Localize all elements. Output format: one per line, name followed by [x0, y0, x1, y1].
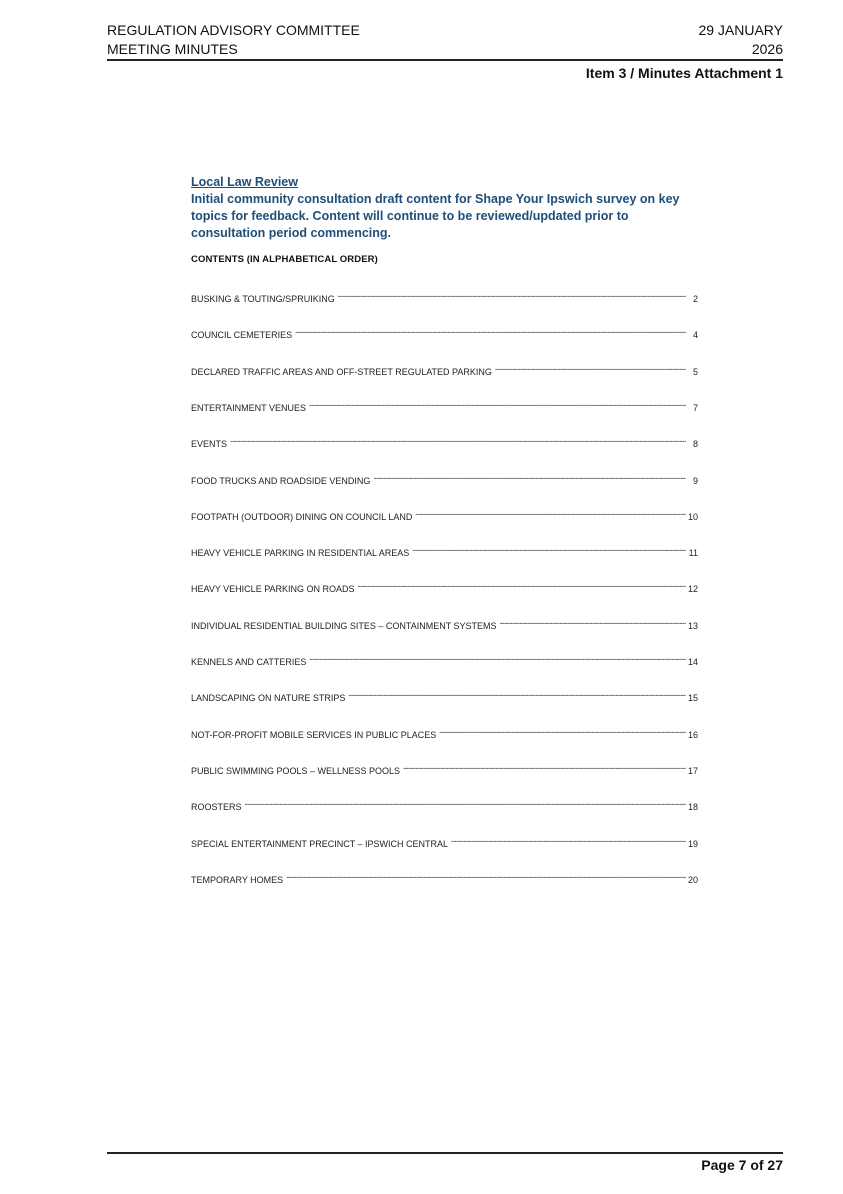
toc-entry[interactable]: [191, 655, 698, 669]
committee-name: REGULATION ADVISORY COMMITTEE: [107, 22, 360, 38]
toc-dot-leader: [500, 619, 686, 629]
toc-entry[interactable]: [191, 691, 698, 705]
committee-header: [107, 21, 360, 59]
toc-dot-leader: [245, 800, 686, 810]
toc-entry-label: PUBLIC SWIMMING POOLS – WELLNESS POOLS: [191, 765, 401, 776]
header-divider: [107, 59, 783, 61]
contents-heading: CONTENTS (IN ALPHABETICAL ORDER): [191, 254, 378, 265]
toc-entry[interactable]: [191, 437, 698, 451]
toc-entry-page: 11: [688, 548, 698, 559]
toc-dot-leader: [451, 837, 686, 847]
meeting-date-day-month: 29 JANUARY: [698, 22, 783, 38]
toc-entry[interactable]: [191, 800, 698, 814]
toc-entry[interactable]: [191, 728, 698, 742]
toc-entry-page: 16: [687, 729, 698, 740]
toc-entry-page: 2: [692, 294, 698, 304]
toc-dot-leader: [348, 691, 686, 701]
toc-entry-page: 10: [687, 511, 698, 522]
toc-entry[interactable]: [191, 365, 698, 379]
toc-dot-leader: [309, 655, 686, 665]
toc-entry[interactable]: [191, 546, 698, 560]
toc-entry[interactable]: [191, 292, 698, 306]
toc-entry-label: ROOSTERS: [191, 802, 242, 813]
toc-dot-leader: [309, 401, 686, 411]
toc-entry-label: FOOTPATH (OUTDOOR) DINING ON COUNCIL LAND: [191, 511, 413, 522]
toc-entry[interactable]: [191, 764, 698, 778]
toc-entry[interactable]: [191, 619, 698, 633]
toc-entry-page: 4: [692, 330, 698, 341]
document-title: Local Law Review: [191, 175, 298, 189]
toc-entry-label: TEMPORARY HOMES: [191, 874, 284, 885]
toc-entry-page: 9: [692, 475, 698, 486]
toc-dot-leader: [286, 873, 686, 883]
attachment-label: Item 3 / Minutes Attachment 1: [585, 65, 783, 81]
toc-dot-leader: [358, 582, 686, 592]
toc-entry-label: LANDSCAPING ON NATURE STRIPS: [191, 693, 346, 704]
toc-entry[interactable]: [191, 873, 698, 887]
toc-entry-label: COUNCIL CEMETERIES: [191, 330, 293, 341]
toc-entry-page: 15: [687, 693, 698, 704]
toc-dot-leader: [338, 292, 686, 302]
toc-entry-page: 5: [692, 366, 698, 377]
toc-entry-label: NOT-FOR-PROFIT MOBILE SERVICES IN PUBLIC PLACES: [191, 729, 437, 740]
page-number: Page 7 of 27: [701, 1157, 783, 1173]
toc-entry-page: 20: [687, 874, 698, 885]
toc-entry-label: HEAVY VEHICLE PARKING ON ROADS: [191, 584, 355, 595]
toc-entry[interactable]: [191, 328, 698, 342]
toc-entry-label: DECLARED TRAFFIC AREAS AND OFF-STREET REGULATED PARKING: [191, 366, 492, 377]
toc-dot-leader: [403, 764, 686, 774]
meeting-date: [698, 21, 783, 59]
toc-entry-page: 19: [687, 838, 698, 849]
toc-entry-page: 7: [692, 402, 698, 413]
toc-entry-label: SPECIAL ENTERTAINMENT PRECINCT – IPSWICH CENTRAL: [191, 838, 449, 849]
toc-entry-page: 18: [687, 802, 698, 813]
toc-entry-label: INDIVIDUAL RESIDENTIAL BUILDING SITES – CONTAINMENT SYSTEMS: [191, 620, 497, 631]
toc-entry-label: ENTERTAINMENT VENUES: [191, 402, 307, 413]
toc-entry-label: HEAVY VEHICLE PARKING IN RESIDENTIAL AREAS: [191, 548, 410, 559]
meeting-date-year: 2026: [751, 41, 783, 57]
toc-dot-leader: [412, 546, 686, 556]
toc-dot-leader: [230, 437, 686, 447]
toc-dot-leader: [373, 474, 686, 484]
toc-entry-page: 14: [687, 657, 698, 667]
toc-dot-leader: [415, 510, 686, 520]
toc-entry-page: 13: [687, 620, 698, 631]
toc-entry-label: BUSKING & TOUTING/SPRUIKING: [191, 294, 335, 304]
toc-entry[interactable]: [191, 474, 698, 488]
document-intro: [191, 174, 701, 265]
toc-entry-page: 17: [687, 765, 698, 776]
toc-entry[interactable]: [191, 510, 698, 524]
footer-divider: [107, 1152, 783, 1154]
toc-entry-label: EVENTS: [191, 439, 228, 450]
toc-entry-page: 8: [692, 439, 698, 450]
toc-entry-label: FOOD TRUCKS AND ROADSIDE VENDING: [191, 475, 371, 486]
toc-dot-leader: [439, 728, 686, 738]
toc-dot-leader: [295, 328, 686, 338]
toc-entry[interactable]: [191, 837, 698, 851]
toc-entry-label: KENNELS AND CATTERIES: [191, 657, 307, 667]
toc-entry-page: 12: [687, 584, 698, 595]
toc-entry[interactable]: [191, 582, 698, 596]
toc-entry[interactable]: [191, 401, 698, 415]
toc-dot-leader: [495, 365, 686, 375]
meeting-type: MEETING MINUTES: [107, 41, 238, 57]
document-subtitle: Initial community consultation draft content for Shape Your Ipswich survey on key topics for feedback. Content will continue to be reviewed/updated prior to consultation period commencing.: [191, 192, 680, 240]
